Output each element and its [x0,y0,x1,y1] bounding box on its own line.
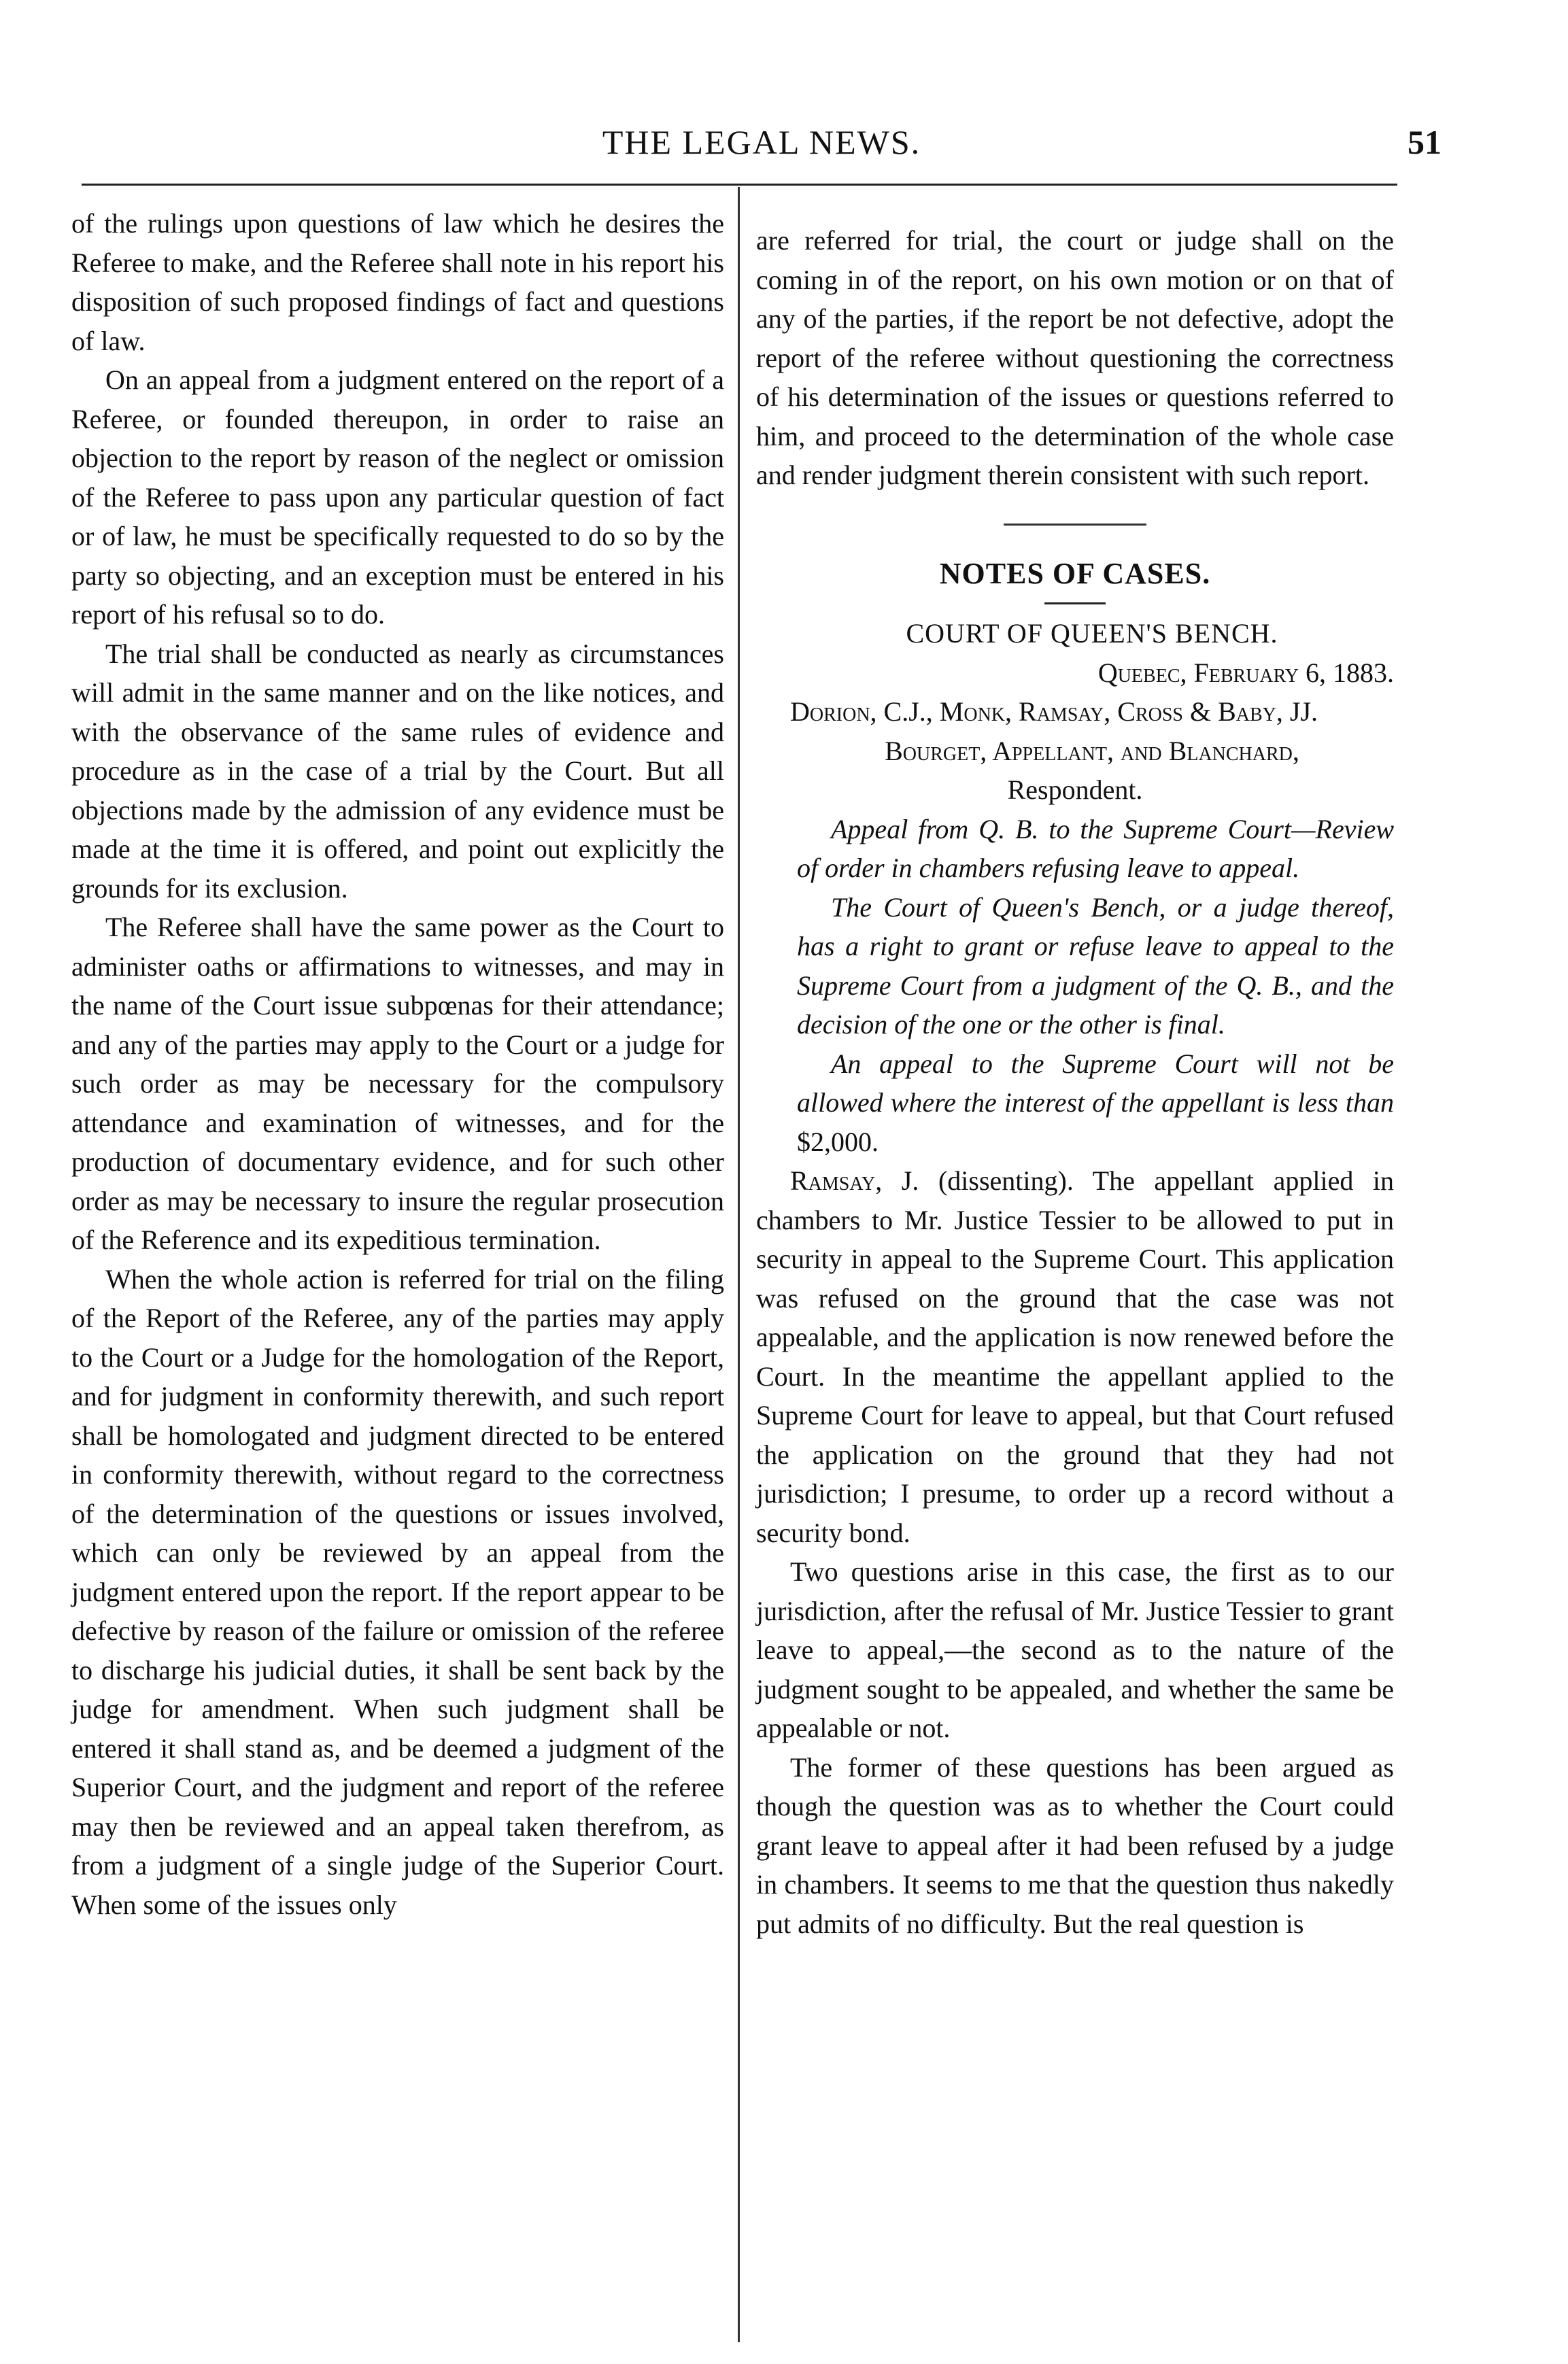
section-heading: NOTES OF CASES. [939,556,1211,590]
paragraph: The former of these questions has been argued as though the question was as to whether the Court could grant leave to appeal after it had been refused by a judge in chambers. It seems to me that the question thus nakedly put admits of no difficulty. But the real question is [756,1751,1394,1939]
opinion-opening [756,1161,1394,1552]
paragraph: of the rulings upon questions of law which he desires the Referee to make, and the Referee shall note in his report his disposition of such proposed findings of fact and questions of law. [71,208,724,356]
right-column [756,221,1394,1943]
parties-line [756,732,1394,810]
headnote: The Court of Queen's Bench, or a judge thereof, has a right to grant or refuse leave to appeal to the Supreme Court from a judgment of the Q. B., and the decision of the one or the other is final. [797,891,1394,1040]
left-column [71,204,724,1924]
paragraph: On an appeal from a judgment entered on the report of a Referee, or founded thereupon, in order to raise an objection to the report by reason of the neglect or omission of the Referee to pass upon any particular question of fact or of law, he must be specifically requested to do so by the party so objecting, and an exception must be entered in his report of his refusal so to do. [71,364,724,630]
opinion-judge: Ramsay, J. [790,1165,919,1196]
paragraph: Two questions arise in this case, the first as to our jurisdiction, after the refusal of Mr. Justice Tessier to grant leave to appeal,—the second as to the nature of the judgment sought to be appealed, and whether the same be appealable or not. [756,1556,1394,1743]
paragraph: are referred for trial, the court or judge shall on the coming in of the report, on his own motion or on that of any of the parties, if the report be not defective, adopt the report of the referee without questioning the correctness of his determination of the issues or questions referred to him, and proceed to the determination of the whole case and render judgment therein consistent with such report. [756,225,1394,490]
court-title: COURT OF QUEEN'S BENCH. [906,618,1278,649]
headnote: Appeal from Q. B. to the Supreme Court—Review of order in chambers refusing leave to appeal. [797,813,1394,883]
page-header [82,122,1442,184]
opinion-text: (dissenting). The appellant applied in chambers to Mr. Justice Tessier to be allowed to put in security in appeal to the Supreme Court. This application was refused on the ground that the case was not appealable, and the application is now renewed before the Court. In the meantime the appellant applied to the Supreme Court for leave to appeal, but that Court refused the application on the ground that they had not jurisdiction; I presume, to order up a record without a security bond. [756,1165,1395,1548]
judges-line: Dorion, C.J., Monk, Ramsay, Cross & Baby, JJ. [790,696,1318,727]
appellant: Bourget, Appellant, and [885,735,1162,766]
headnote-text: An appeal to the Supreme Court will not be allowed where the interest of the appellant is less than [797,1048,1394,1118]
headnote [756,1044,1394,1162]
journal-title: THE LEGAL NEWS. [602,123,921,161]
respondent: Blanchard, [1168,735,1299,766]
heading-rule [1044,602,1106,604]
column-divider [738,187,740,2342]
page-number: 51 [1408,123,1442,161]
header-rule [82,184,1397,186]
paragraph: When the whole action is referred for trial on the filing of the Report of the Referee, any of the parties may apply to the Court or a Judge for the homologation of the Report, and for judgment in conformity therewith, and such report shall be homologated and judgment directed to be entered in conformity therewith, without regard to the correctness of the determination of the questions or issues involved, which can only be reviewed by an appeal from the judgment entered upon the report. If the report appear to be defective by reason of the failure or omission of the referee to discharge his judicial duties, it shall be sent back by the judge for amendment. When such judgment shall be entered it shall stand as, and be deemed a judgment of the Superior Court, and the judgment and report of the referee may then be reviewed and an appeal taken therefrom, as from a judgment of a single judge of the Superior Court. When some of the issues only [71,1263,724,1920]
paragraph: The trial shall be conducted as nearly as circumstances will admit in the same manner and on the like notices, and with the observance of the same rules of evidence and procedure as in the case of a trial by the Court. But all objections made by the admission of any evidence must be made at the time it is offered, and point out explicitly the grounds for its exclusion. [71,638,724,904]
paragraph: The Referee shall have the same power as the Court to administer oaths or affirmations to witnesses, and may in the name of the Court issue subpœnas for their attendance; and any of the parties may apply to the Court or a judge for such order as may be necessary for the compulsory attendance and examination of witnesses, and for the production of documentary evidence, and for such other order as may be necessary to insure the regular prosecution of the Reference and its expeditious termination. [71,912,724,1255]
respondent-role: Respondent. [1007,774,1143,805]
section-separator [1004,524,1146,526]
date-line: Quebec, February 6, 1883. [1097,657,1394,688]
headnote-amount: $2,000. [797,1126,879,1157]
